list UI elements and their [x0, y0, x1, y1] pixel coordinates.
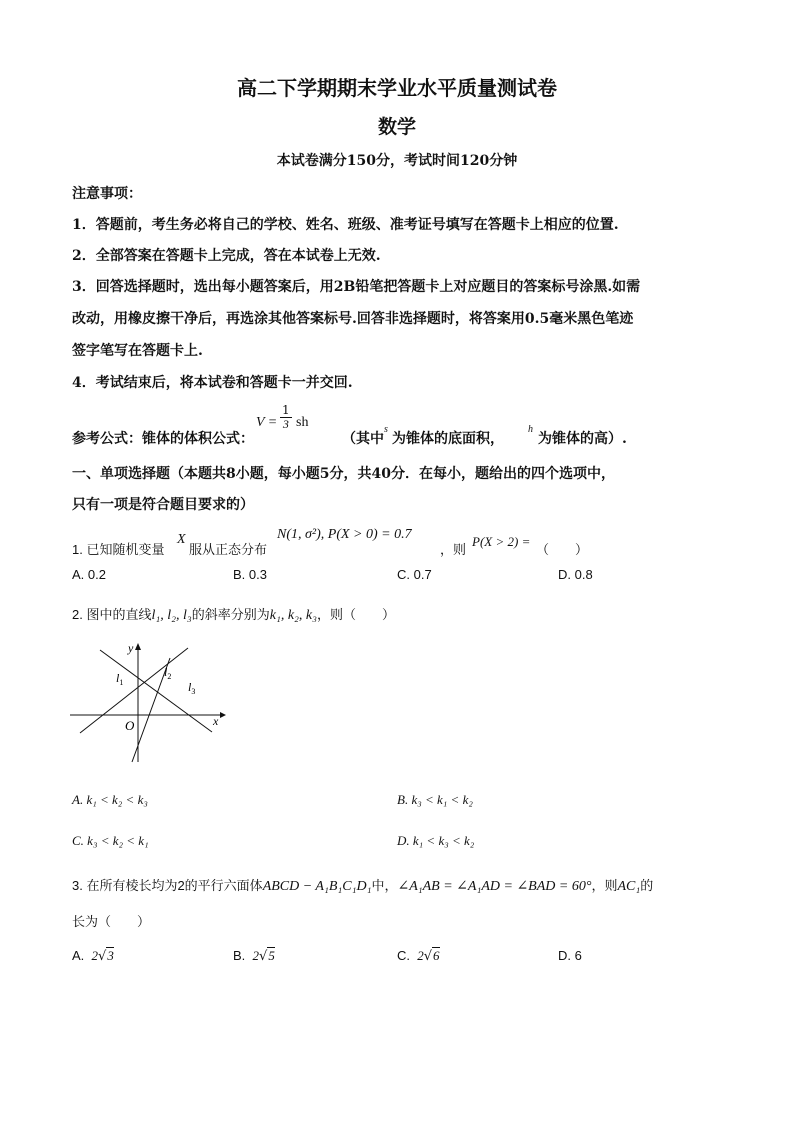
formula-s-var: s: [384, 424, 388, 435]
notice-item-2: 2．全部答案在答题卡上完成，答在本试卷上无效.: [72, 248, 381, 264]
q1-option-c: C. 0.7: [397, 567, 432, 582]
exam-info: 本试卷满分150分，考试时间120分钟: [276, 153, 518, 169]
q1-text-a: 1. 已知随机变量: [72, 542, 165, 557]
q3-option-c: C. 2√6: [397, 948, 440, 964]
x-axis-arrow: [220, 712, 226, 718]
q3-text-a: 3. 在所有棱长均为2的平行六面体: [72, 878, 263, 893]
q1-option-d: D. 0.8: [558, 567, 593, 582]
notice-item-4: 4．考试结束后，将本试卷和答题卡一并交回.: [72, 375, 353, 391]
q1-option-b: B. 0.3: [233, 567, 267, 582]
formula-note-3: 为锥体的高）.: [538, 431, 627, 447]
section-1-heading: 一、单项选择题（本题共8小题，每小题5分，共40分．在每小，题给出的四个选项中，: [72, 466, 615, 482]
q1-var: X: [177, 532, 186, 547]
q3-text-d: 的: [640, 878, 654, 893]
fig-label-l2: $l_2$: [164, 665, 172, 681]
fig-label-l1: $l_1$: [116, 671, 124, 687]
q3-text-c: ，则: [591, 878, 618, 893]
subject-title: 数学: [377, 116, 416, 138]
q2-slopes: k₁, k₂, k₃: [269, 608, 318, 623]
fig-label-x: x: [213, 714, 219, 728]
q3-solid: ABCD − A₁B₁C₁D₁: [262, 879, 372, 894]
q3-option-a: A. 2√3: [72, 948, 114, 964]
fig-label-l3: $l_3$: [188, 680, 196, 696]
exam-title: 高二下学期期末学业水平质量测试卷: [237, 76, 557, 100]
q2-figure: [70, 636, 230, 766]
notice-item-3: 3．回答选择题时，选出每小题答案后，用2B铅笔把答题卡上对应题目的答案标号涂黑.如需: [72, 279, 641, 295]
y-axis-arrow: [135, 643, 141, 650]
q1-text-c: ，则: [440, 542, 467, 557]
notice-item-1: 1．答题前，考生务必将自己的学校、姓名、班级、准考证号填写在答题卡上相应的位置.: [72, 217, 619, 233]
q1-paren: （ ）: [536, 542, 589, 557]
q3-angles: ∠A₁AB = ∠A₁AD = ∠BAD = 60°: [397, 879, 592, 894]
q2-text-b: 的斜率分别为: [191, 607, 270, 622]
q1-ask: P(X > 2) =: [472, 534, 531, 549]
q3-option-b: B. 2√5: [233, 948, 275, 964]
formula-fraction: [280, 404, 292, 431]
notice-item-3-end: 签字笔写在答题卡上.: [72, 343, 203, 359]
q2-option-b: B. k₃ < k₁ < k₂: [397, 792, 473, 807]
q2-text-a: 2. 图中的直线: [72, 607, 152, 622]
notice-item-3-cont: 改动，用橡皮擦干净后，再选涂其他答案标号.回答非选择题时，将答案用0.5毫米黑色笔迹: [72, 311, 634, 327]
formula-note-1: （其中: [342, 431, 384, 447]
q3-segment: AC₁: [617, 879, 641, 894]
question-2: [72, 604, 395, 624]
q3-text-b: 中，: [371, 878, 398, 893]
section-1-heading-cont: 只有一项是符合题目要求的）: [72, 497, 254, 513]
notice-heading: 注意事项：: [72, 186, 142, 202]
formula-rhs: sh: [296, 415, 309, 430]
fig-label-origin: O: [125, 718, 135, 733]
q2-option-d: D. k₁ < k₃ < k₂: [397, 833, 475, 848]
fraction-denominator: 3: [282, 417, 289, 431]
fig-label-y: y: [128, 641, 134, 655]
formula-note-2: 为锥体的底面积，: [392, 431, 504, 447]
q2-text-c: ，则（ ）: [317, 607, 396, 622]
q1-distribution: N(1, σ²), P(X > 0) = 0.7: [277, 527, 412, 542]
q1-text-b: 服从正态分布: [189, 542, 268, 557]
formula-h-var: h: [528, 424, 533, 435]
formula-lhs: V =: [256, 415, 278, 430]
fraction-numerator: 1: [282, 403, 290, 417]
q3-option-d: D. 6: [558, 948, 582, 963]
q2-option-a: A. k₁ < k₂ < k₃: [72, 792, 148, 807]
q3-line-2: 长为（ ）: [72, 914, 151, 929]
question-3: [72, 875, 653, 895]
q2-lines: l₁, l₂, l₃: [151, 608, 192, 623]
formula-prefix: 参考公式：锥体的体积公式：: [72, 431, 254, 447]
q2-option-c: C. k₃ < k₂ < k₁: [72, 833, 149, 848]
q1-option-a: A. 0.2: [72, 567, 106, 582]
